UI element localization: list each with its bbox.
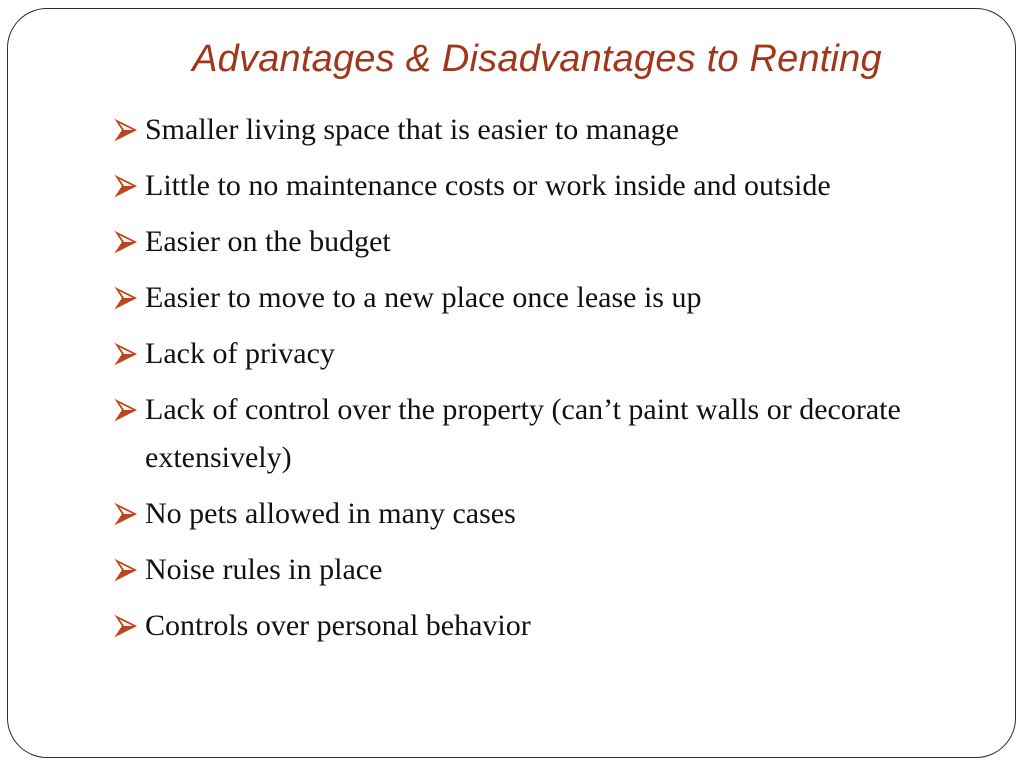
list-item-text: Lack of privacy — [145, 337, 335, 370]
list-item — [114, 490, 944, 538]
list-item — [114, 386, 944, 482]
arrow-bullet-icon — [114, 614, 138, 638]
list-item-text: Easier on the budget — [145, 225, 391, 258]
list-item — [114, 218, 944, 266]
list-item — [114, 274, 944, 322]
arrow-bullet-icon — [114, 286, 138, 310]
list-item-text: No pets allowed in many cases — [145, 497, 516, 530]
arrow-bullet-icon — [114, 558, 138, 582]
arrow-bullet-icon — [114, 118, 138, 142]
list-item-text: Easier to move to a new place once lease is up — [145, 281, 702, 314]
list-item-text: Controls over personal behavior — [145, 609, 531, 642]
list-item-text: Little to no maintenance costs or work inside and outside — [145, 169, 831, 202]
list-item — [114, 546, 944, 594]
list-item-text: Smaller living space that is easier to manage — [145, 113, 679, 146]
bullet-list — [114, 106, 944, 658]
arrow-bullet-icon — [114, 174, 138, 198]
arrow-bullet-icon — [114, 502, 138, 526]
list-item — [114, 162, 944, 210]
slide-title: Advantages & Disadvantages to Renting — [192, 38, 882, 80]
arrow-bullet-icon — [114, 230, 138, 254]
arrow-bullet-icon — [114, 398, 138, 422]
list-item — [114, 330, 944, 378]
list-item — [114, 602, 944, 650]
list-item-text: Lack of control over the property (can’t paint walls or decorate extensively) — [145, 393, 901, 474]
arrow-bullet-icon — [114, 342, 138, 366]
list-item — [114, 106, 944, 154]
list-item-text: Noise rules in place — [145, 553, 383, 586]
